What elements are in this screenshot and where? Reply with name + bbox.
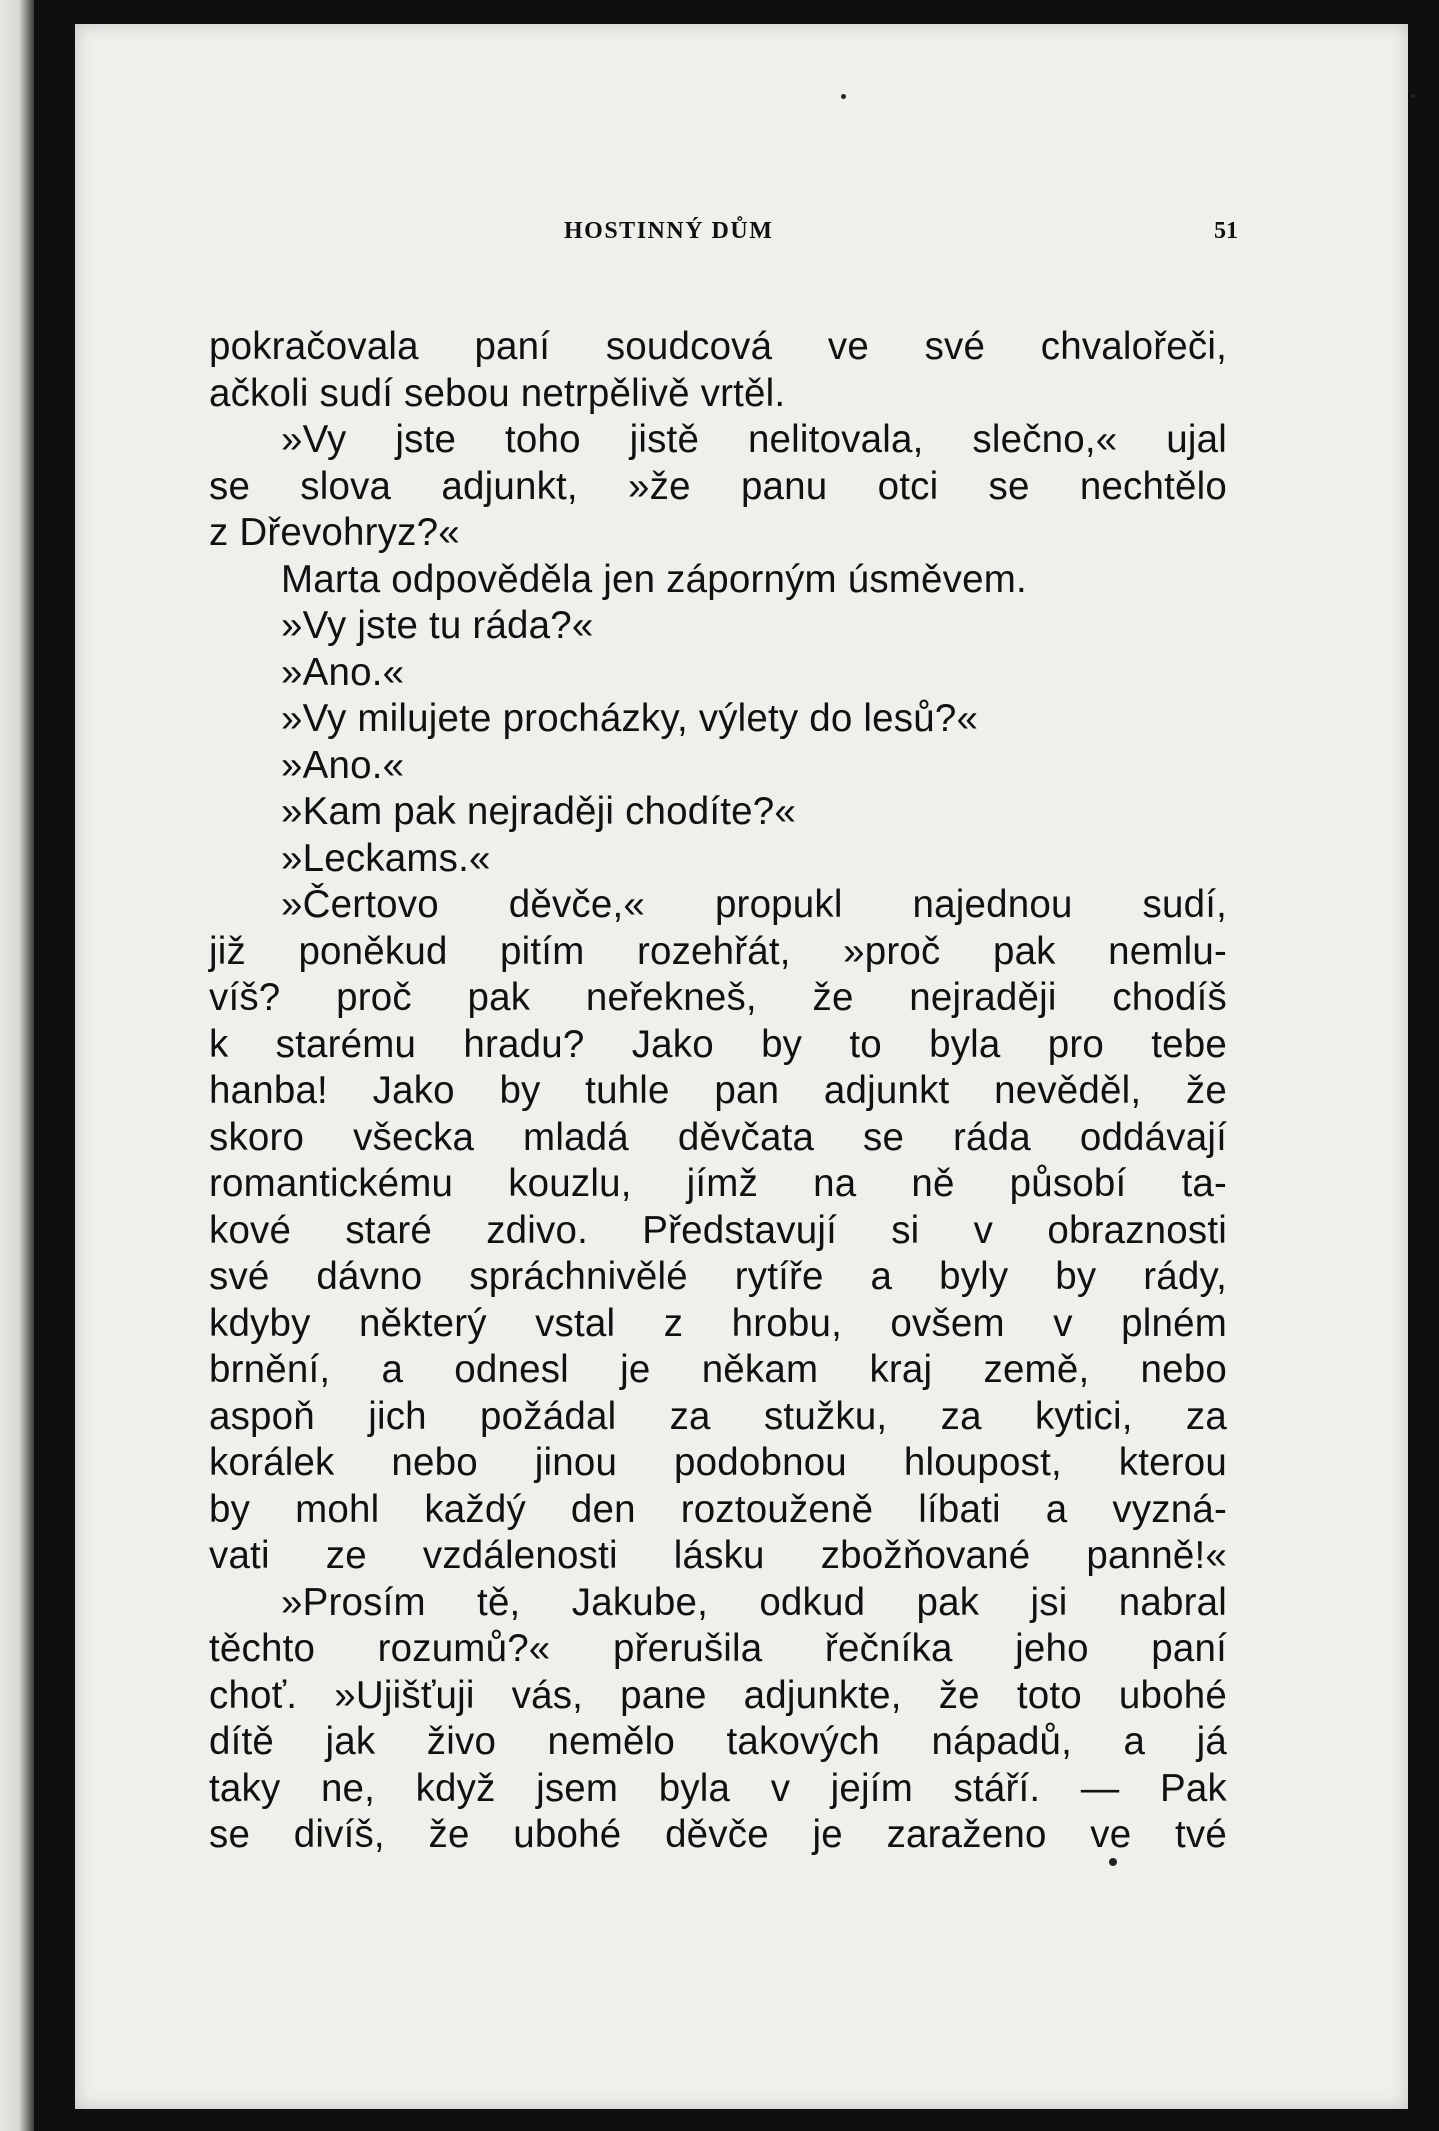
page-number: 51 [1214,218,1238,244]
text-line: kové staré zdivo. Představují si v obraznosti [209,1208,1227,1252]
text-line: ačkoli sudí sebou netrpělivě vrtěl. [209,371,786,415]
text-line: vati ze vzdálenosti lásku zbožňované panně!« [209,1534,1227,1577]
text-line: brnění, a odnesl je někam kraj země, nebo [209,1348,1227,1391]
text-line: aspoň jich požádal za stužku, za kytici, za [209,1394,1227,1438]
text-line: »Vy jste toho jistě nelitovala, slečno,« ujal [281,418,1227,461]
text-line: »Čertovo děvče,« propukl najednou sudí, [281,883,1227,926]
ink-speck [1411,94,1415,98]
text-line: pokračovala paní soudcová ve své chvalořeči, [209,325,1227,368]
text-line: z Dřevohryz?« [209,511,460,554]
text-line: »Vy milujete procházky, výlety do lesů?« [281,697,979,740]
text-line: těchto rozumů?« přerušila řečníka jeho paní [209,1627,1227,1670]
text-line: k starému hradu? Jako by to byla pro tebe [209,1022,1227,1066]
text-line: »Vy jste tu ráda?« [281,604,594,647]
text-line: kdyby některý vstal z hrobu, ovšem v plném [209,1301,1227,1345]
text-line: »Prosím tě, Jakube, odkud pak jsi nabral [281,1580,1227,1624]
running-header [75,218,1408,258]
text-line: již poněkud pitím rozehřát, »proč pak nemlu- [209,929,1227,973]
ink-speck [1109,1858,1117,1866]
text-line: se slova adjunkt, »že panu otci se nechtělo [209,464,1227,508]
text-line: své dávno spráchnivělé rytíře a byly by rády, [209,1255,1227,1298]
text-line: taky ne, když jsem byla v jejím stáří. — Pak [209,1766,1227,1810]
adjacent-page-edge [0,0,34,2131]
text-line: romantickému kouzlu, jímž na ně působí ta- [209,1162,1227,1205]
text-line: víš? proč pak neřekneš, že nejraději chodíš [209,976,1227,1019]
text-line: se divíš, že ubohé děvče je zaraženo ve tvé [209,1813,1227,1856]
body-text [209,324,1227,1859]
text-line: dítě jak živo nemělo takových nápadů, a já [209,1720,1227,1763]
text-line: by mohl každý den roztouženě líbati a vyzná- [209,1487,1227,1531]
text-line: korálek nebo jinou podobnou hloupost, kterou [209,1441,1227,1484]
running-title: HOSTINNÝ DŮM [564,218,774,244]
text-line: hanba! Jako by tuhle pan adjunkt nevěděl, že [209,1069,1227,1112]
text-line: »Ano.« [281,743,405,787]
text-line: skoro všecka mladá děvčata se ráda oddávají [209,1115,1227,1159]
text-line: Marta odpověděla jen záporným úsměvem. [281,557,1027,601]
text-line: »Leckams.« [281,836,491,880]
text-line: »Kam pak nejraději chodíte?« [281,790,796,833]
text-line: choť. »Ujišťuji vás, pane adjunkte, že toto ubohé [209,1673,1227,1717]
text-line: »Ano.« [281,650,405,694]
ink-speck [841,94,846,99]
book-page [75,24,1408,2109]
